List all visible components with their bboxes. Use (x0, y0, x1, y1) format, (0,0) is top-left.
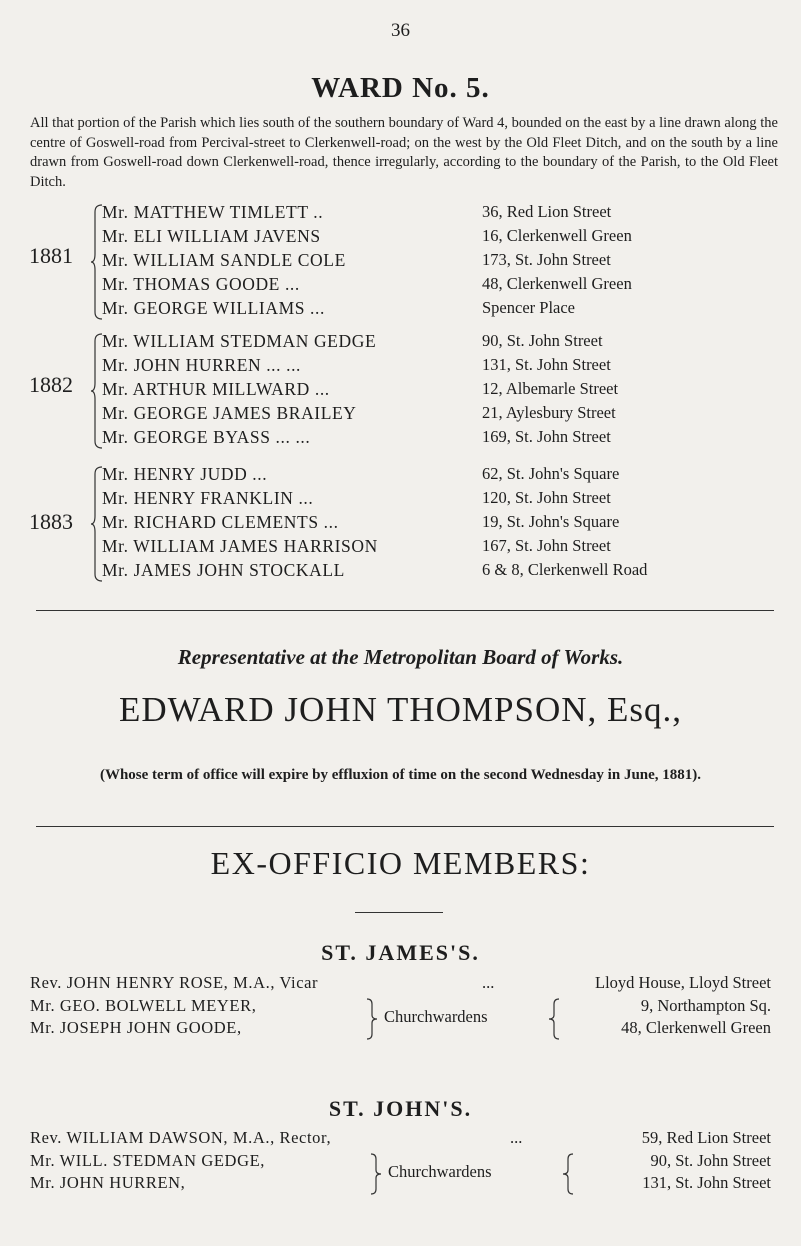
brace-left-icon (562, 1153, 574, 1195)
member-row (0, 403, 801, 427)
member-row (0, 512, 801, 536)
member-row (0, 202, 801, 226)
ward-title: WARD No. 5. (311, 72, 490, 104)
member-address: 48, Clerkenwell Green (482, 274, 632, 293)
member-address: 19, St. John's Square (482, 512, 620, 531)
member-row (0, 274, 801, 298)
incumbent-row (0, 1128, 801, 1150)
church-heading-st-john: ST. JOHN'S. (328, 1096, 473, 1121)
member-name: Mr. THOMAS GOODE ... (102, 274, 300, 294)
member-row (0, 427, 801, 451)
member-address: 36, Red Lion Street (482, 202, 612, 221)
member-name: Mr. RICHARD CLEMENTS ... (102, 512, 339, 532)
incumbent-name: Rev. WILLIAM DAWSON, M.A., Rector, (30, 1128, 332, 1147)
section-divider (36, 826, 774, 827)
section-divider (36, 610, 774, 611)
member-address: 173, St. John Street (482, 250, 611, 269)
member-address: 131, St. John Street (482, 355, 611, 374)
member-address: 120, St. John Street (482, 488, 611, 507)
incumbent-name: Rev. JOHN HENRY ROSE, M.A., Vicar (30, 973, 319, 992)
member-name: Mr. JOHN HURREN ... ... (102, 355, 302, 375)
churchwardens-label: Churchwardens (384, 1007, 488, 1026)
member-name: Mr. WILLIAM SANDLE COLE (102, 250, 346, 270)
incumbent-row (0, 973, 801, 995)
brace-right-icon (366, 998, 378, 1040)
member-address: 12, Albemarle Street (482, 379, 619, 398)
page-number: 36 (391, 20, 410, 41)
member-row (0, 226, 801, 250)
representative-name: EDWARD JOHN THOMPSON, Esq., (118, 690, 683, 729)
leader-dots: ... (510, 1128, 523, 1147)
incumbent-address: 59, Red Lion Street (641, 1128, 771, 1147)
member-address: 62, St. John's Square (482, 464, 620, 483)
ex-officio-heading: EX-OFFICIO MEMBERS: (210, 845, 591, 881)
year-label: 1881 (29, 243, 73, 268)
churchwarden-name: Mr. WILL. STEDMAN GEDGE, (30, 1151, 265, 1170)
member-address: Spencer Place (482, 298, 575, 317)
member-address: 16, Clerkenwell Green (482, 226, 632, 245)
member-name: Mr. JAMES JOHN STOCKALL (102, 560, 345, 580)
year-label: 1883 (29, 509, 73, 534)
member-row (0, 464, 801, 488)
churchwarden-address: 131, St. John Street (642, 1173, 771, 1192)
churchwarden-address: 9, Northampton Sq. (640, 996, 771, 1015)
member-row (0, 250, 801, 274)
member-row (0, 355, 801, 379)
member-name: Mr. ELI WILLIAM JAVENS (102, 226, 321, 246)
member-address: 21, Aylesbury Street (482, 403, 616, 422)
member-row (0, 298, 801, 322)
churchwarden-address: 90, St. John Street (650, 1151, 771, 1170)
member-name: Mr. GEORGE WILLIAMS ... (102, 298, 325, 318)
member-row (0, 379, 801, 403)
member-name: Mr. GEORGE JAMES BRAILEY (102, 403, 357, 423)
churchwarden-address: 48, Clerkenwell Green (621, 1018, 771, 1037)
member-row (0, 536, 801, 560)
ward-description: All that portion of the Parish which lies south of the southern boundary of Ward 4, bounded on the east by a line drawn along the centre of Goswell-road from Percival-street to Clerkenwell-road; on the west by the Old Fleet Ditch, and on the south by a line drawn from Goswell-road down Clerkenwell-road, thence irregularly, according to the boundary of the Parish, to the Old Fleet Ditch. (30, 115, 778, 190)
member-name: Mr. GEORGE BYASS ... ... (102, 427, 311, 447)
incumbent-address: Lloyd House, Lloyd Street (595, 973, 771, 992)
churchwarden-name: Mr. JOSEPH JOHN GOODE, (30, 1018, 242, 1037)
church-heading-st-james: ST. JAMES'S. (321, 940, 480, 965)
year-label: 1882 (29, 372, 73, 397)
member-name: Mr. HENRY JUDD ... (102, 464, 268, 484)
member-row (0, 331, 801, 355)
brace-left-icon (548, 998, 560, 1040)
leader-dots: ... (482, 973, 495, 992)
short-divider (355, 912, 443, 913)
member-row (0, 488, 801, 512)
representative-heading: Representative at the Metropolitan Board of Works. (177, 645, 624, 669)
member-name: Mr. HENRY FRANKLIN ... (102, 488, 314, 508)
member-row (0, 560, 801, 584)
member-name: Mr. WILLIAM STEDMAN GEDGE (102, 331, 377, 351)
member-name: Mr. WILLIAM JAMES HARRISON (102, 536, 378, 556)
member-address: 6 & 8, Clerkenwell Road (482, 560, 648, 579)
churchwarden-name: Mr. GEO. BOLWELL MEYER, (30, 996, 257, 1015)
member-name: Mr. ARTHUR MILLWARD ... (102, 379, 330, 399)
member-address: 90, St. John Street (482, 331, 603, 350)
member-address: 169, St. John Street (482, 427, 611, 446)
member-address: 167, St. John Street (482, 536, 611, 555)
churchwardens-label: Churchwardens (388, 1162, 492, 1181)
representative-note: (Whose term of office will expire by effluxion of time on the second Wednesday in June, 1881). (99, 767, 702, 783)
brace-right-icon (370, 1153, 382, 1195)
churchwarden-name: Mr. JOHN HURREN, (30, 1173, 186, 1192)
member-name: Mr. MATTHEW TIMLETT .. (102, 202, 324, 222)
